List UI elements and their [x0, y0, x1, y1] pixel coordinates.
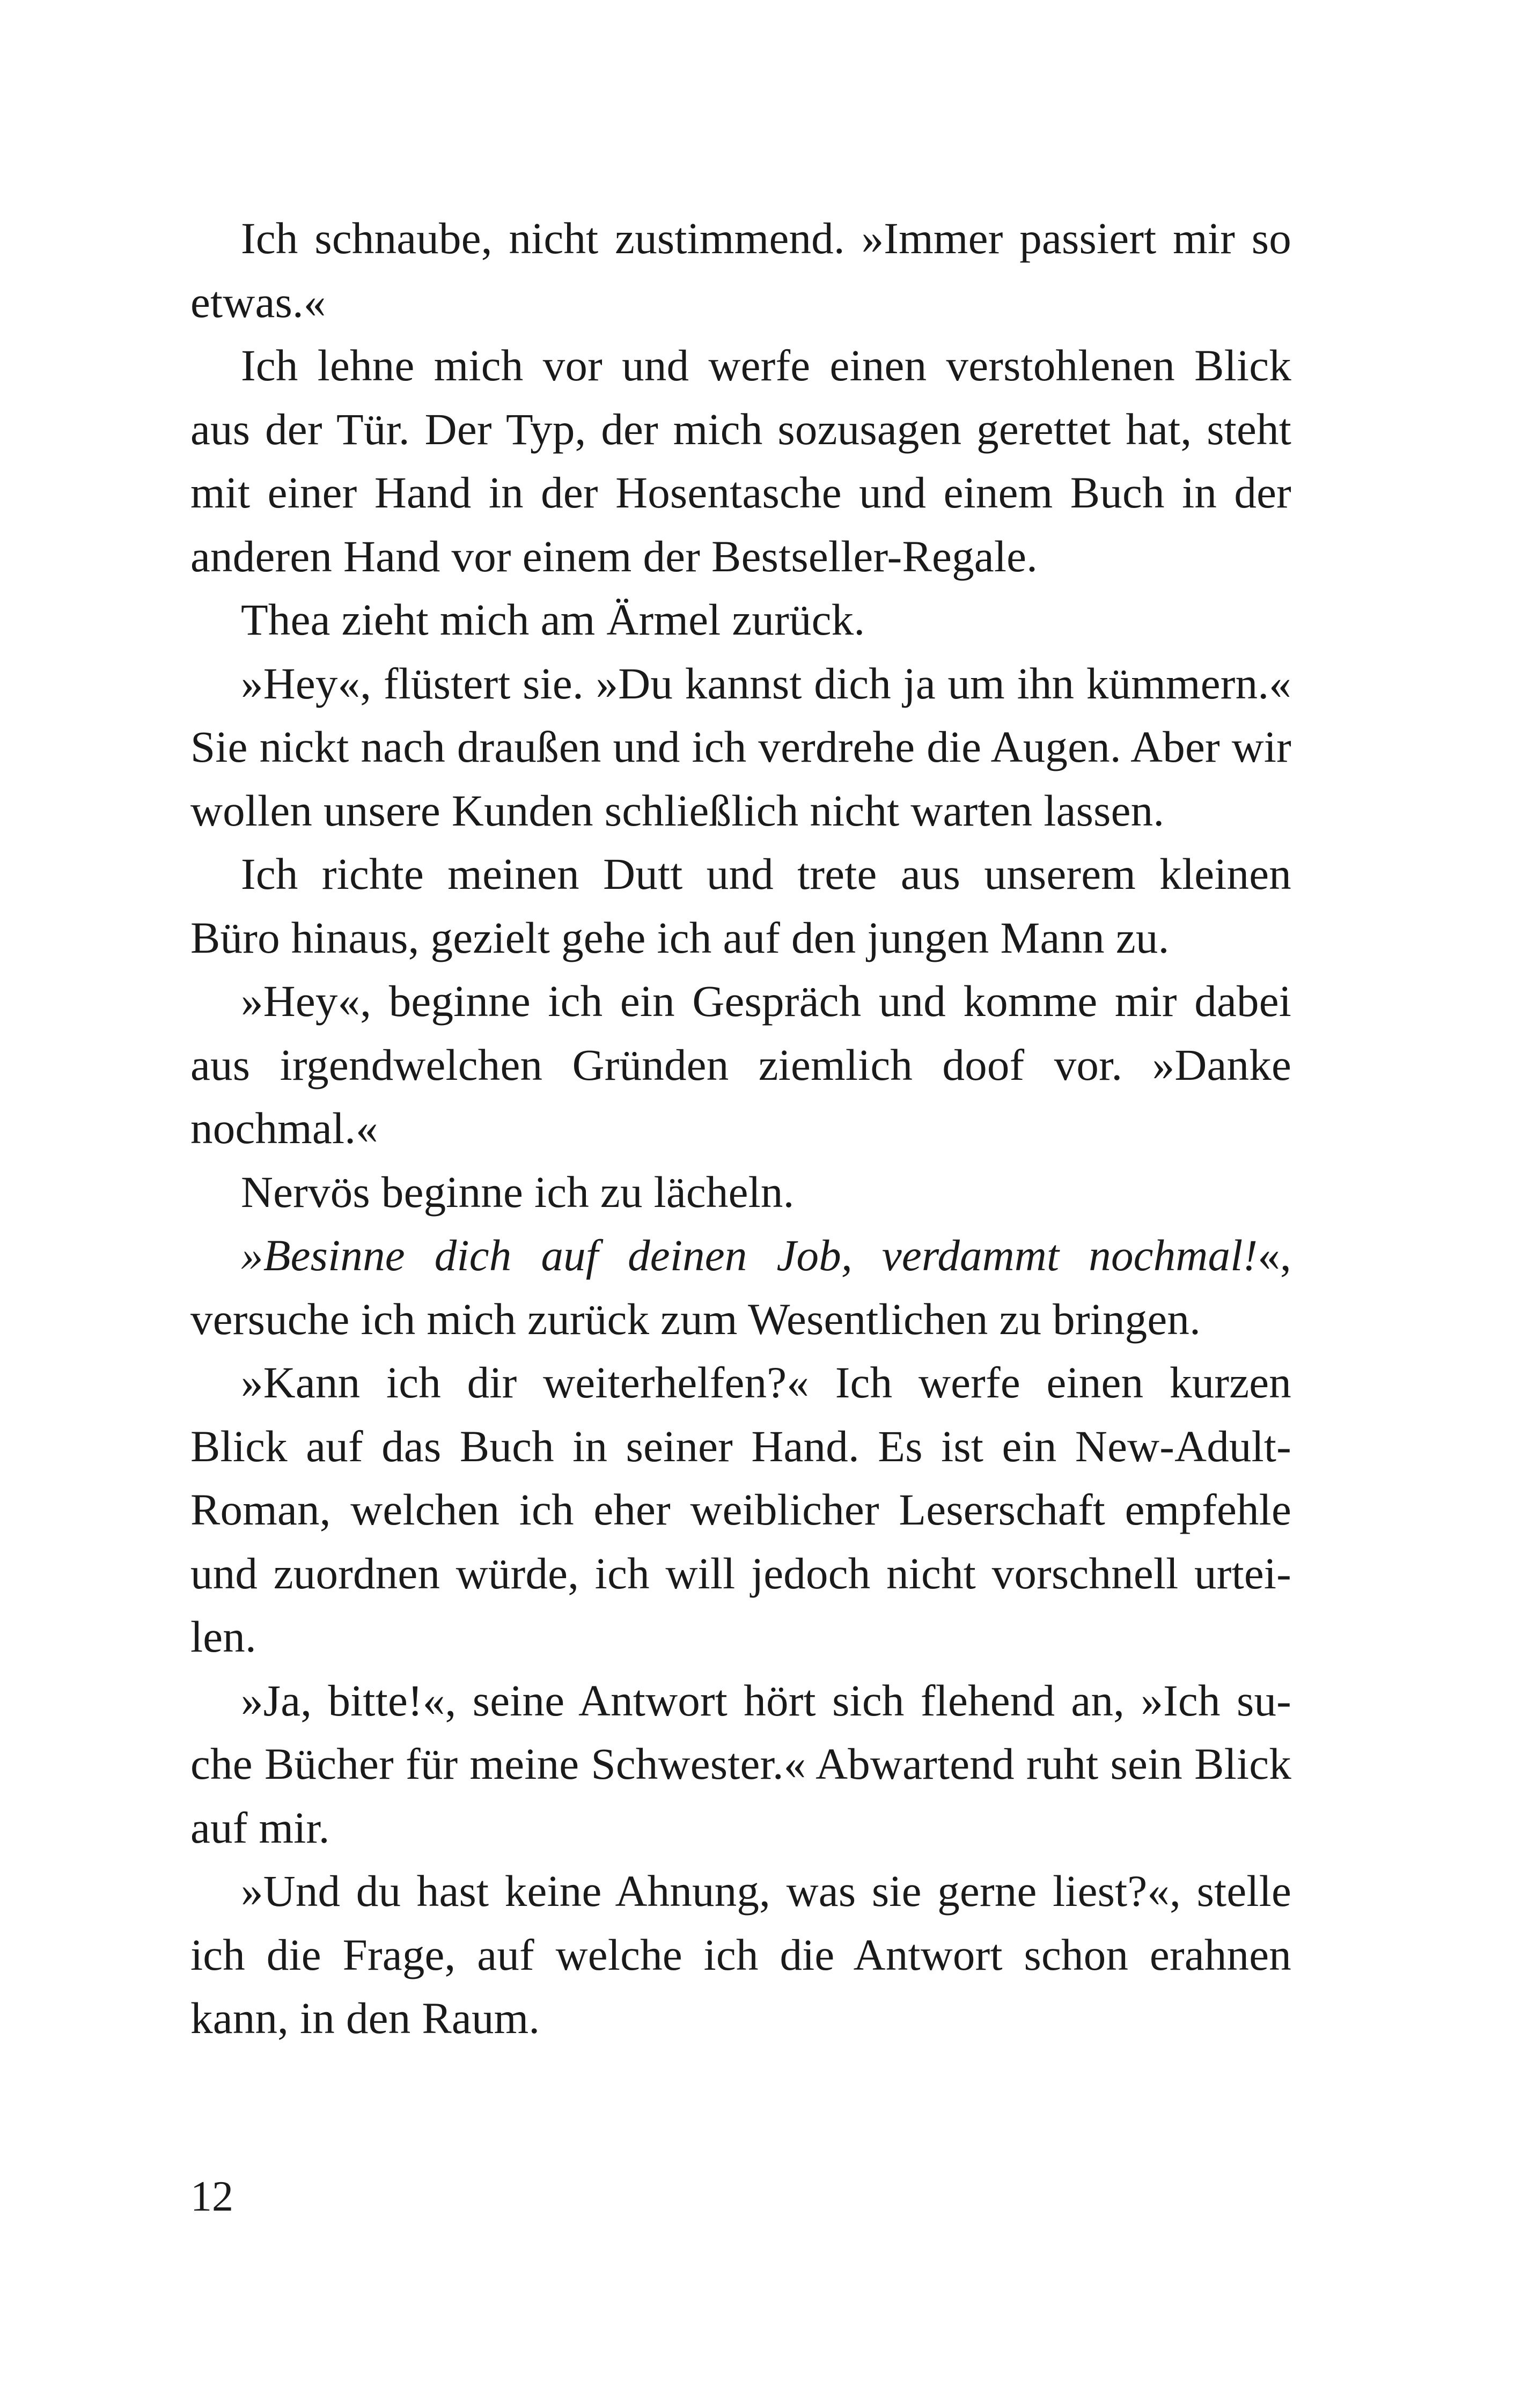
inner-thought-italic: »Besinne dich auf deinen Job, verdammt nochmal!	[241, 1231, 1258, 1280]
paragraph-8-rest: «, versuche ich mich zurück zum Wesentlichen zu bringen.	[190, 1231, 1291, 1344]
paragraph-4: »Hey«, flüstert sie. »Du kannst dich ja um ihn kümmern.« Sie nickt nach draußen und ich verdrehe die Augen. Aber wir wollen unsere Kunden schließlich nicht warten lassen.	[190, 658, 1291, 835]
paragraph-2: Ich lehne mich vor und werfe einen verstohlenen Blick aus der Tür. Der Typ, der mich sozusagen gerettet hat, steht mit einer Hand in der Hosentasche und einem Buch in der anderen Hand vor einem der Bestseller-Regale.	[190, 341, 1291, 581]
page-number: 12	[190, 2173, 233, 2220]
paragraph-1: Ich schnaube, nicht zustimmend. »Immer passiert mir so etwas.«	[190, 213, 1291, 327]
paragraph-11: »Und du hast keine Ahnung, was sie gerne liest?«, stelle ich die Frage, auf welche ich die Antwort schon erahnen kann, in den Raum.	[190, 1866, 1291, 2043]
paragraph-8	[190, 1224, 1291, 1351]
paragraph-5: Ich richte meinen Dutt und trete aus unserem kleinen Büro hinaus, gezielt gehe ich auf den jungen Mann zu.	[190, 849, 1291, 962]
paragraph-10: »Ja, bitte!«, seine Antwort hört sich flehend an, »Ich su-che Bücher für meine Schwester.« Abwartend ruht sein Blick auf mir.	[190, 1675, 1291, 1852]
paragraph-6: »Hey«, beginne ich ein Gespräch und komme mir dabei aus irgendwelchen Gründen ziemlich doof vor. »Danke nochmal.«	[190, 976, 1291, 1153]
paragraph-7: Nervös beginne ich zu lächeln.	[241, 1167, 795, 1217]
paragraph-9: »Kann ich dir weiterhelfen?« Ich werfe einen kurzen Blick auf das Buch in seiner Hand. Es ist ein New-Adult-Roman, welchen ich eher weiblicher Leserschaft empfehle und zuordnen würde, ich will jedoch nicht vorschnell urtei-len.	[190, 1358, 1291, 1661]
body-text	[190, 207, 1291, 2050]
paragraph-3: Thea zieht mich am Ärmel zurück.	[241, 595, 865, 644]
